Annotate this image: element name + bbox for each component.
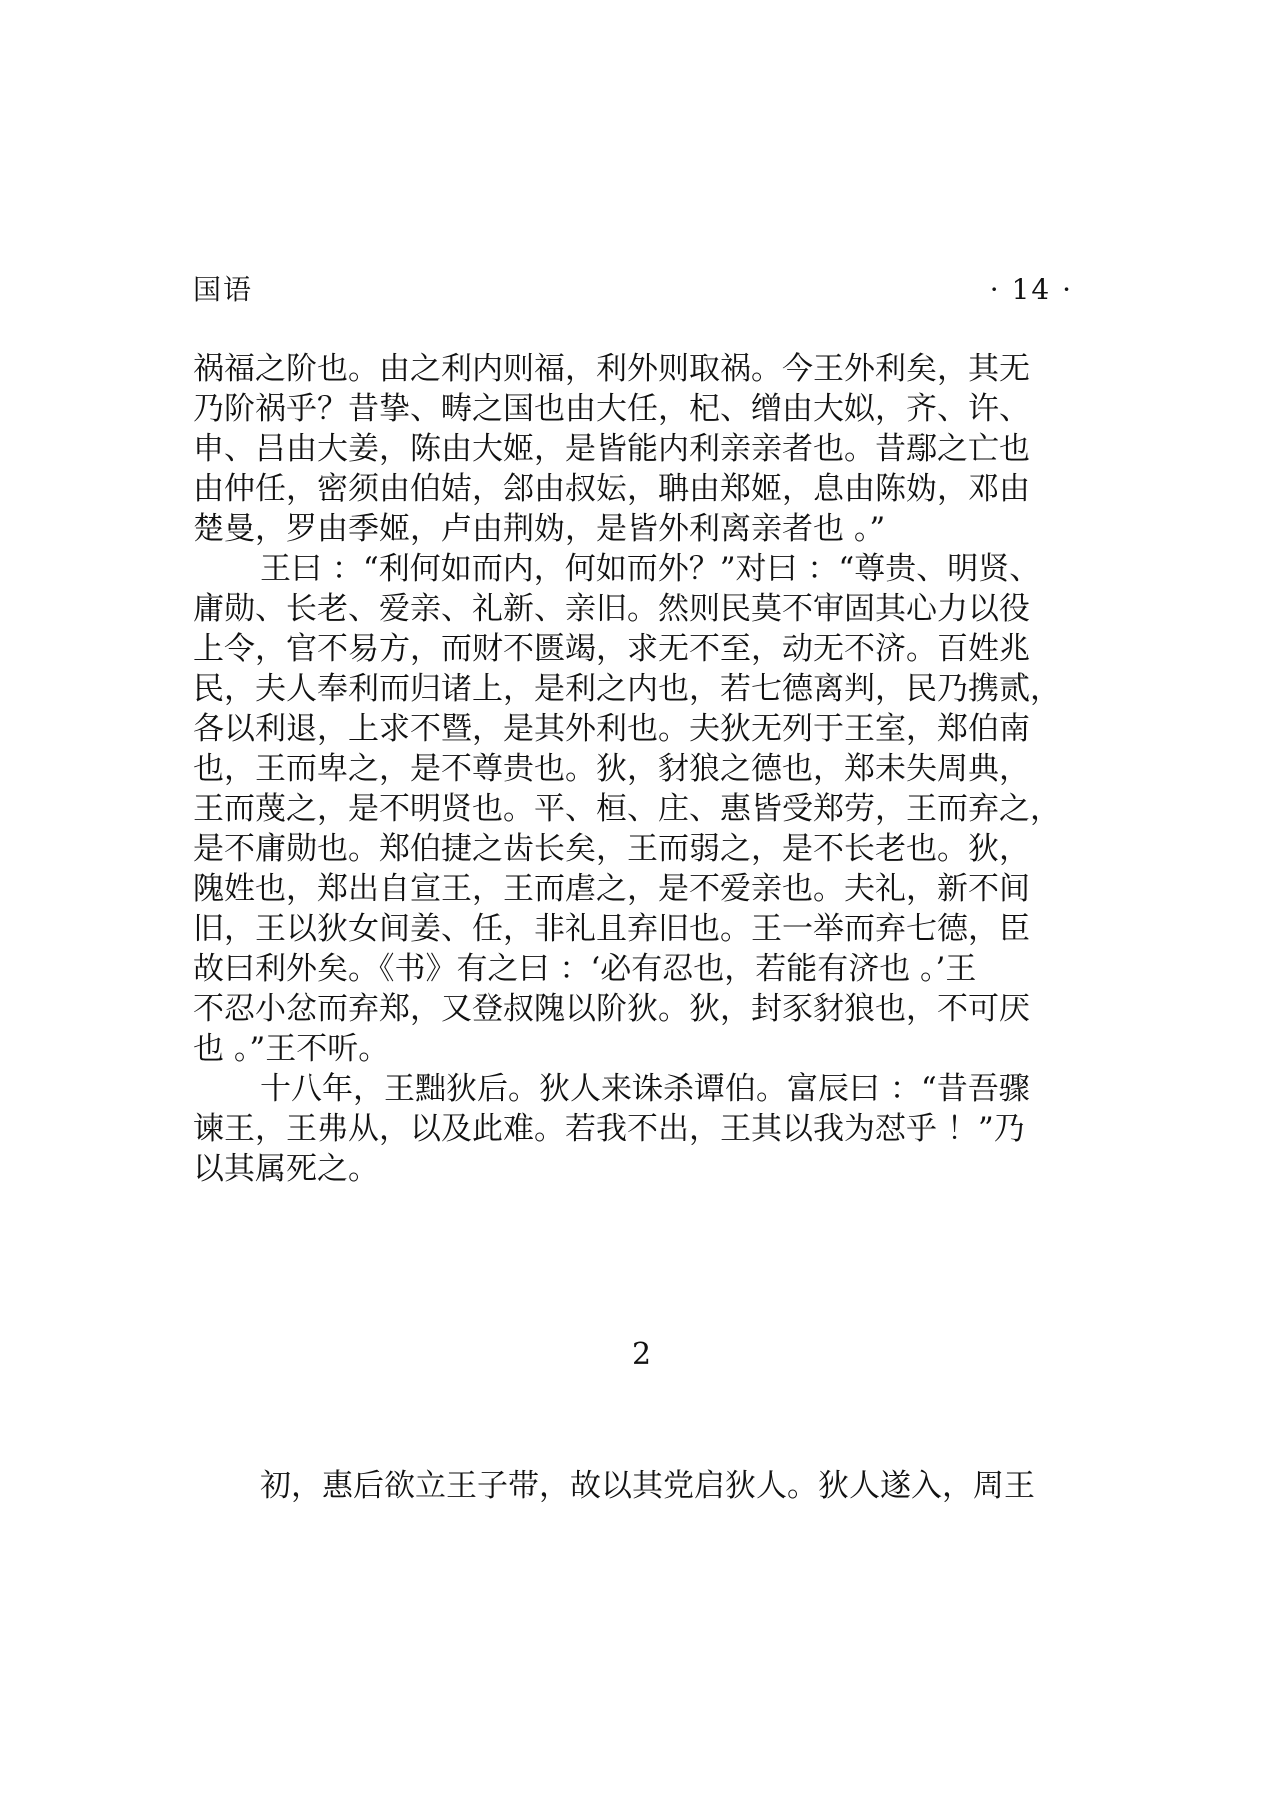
text-line: 也 。”王不听。 <box>193 1031 390 1067</box>
paragraph-start-line: 十八年，王黜狄后。狄人来诛杀谭伯。富辰曰 ：“昔吾骤 <box>260 1071 1030 1107</box>
text-line: 故曰利外矣。《书》有之曰 ：‘必有忍也，若能有济也 。’王 <box>193 951 977 987</box>
text-line: 王而蔑之，是不明贤也。平、桓、庄、惠皆受郑劳，王而弃之， <box>193 791 1061 827</box>
page-header <box>193 265 1073 315</box>
text-line: 各以利退，上求不暨，是其外利也。夫狄无列于王室，郑伯南 <box>193 711 1030 747</box>
text-line: 民，夫人奉利而归诸上，是利之内也，若七德离判，民乃携贰， <box>193 671 1061 707</box>
text-line: 乃阶祸乎？昔挚、畴之国也由大任，杞、缯由大姒，齐、许、 <box>193 391 1030 427</box>
paragraph-start-line: 王曰 ：“利何如而内，何如而外？”对曰 ：“尊贵、明贤、 <box>260 551 1041 587</box>
paragraph-start-line: 初，惠后欲立王子带，故以其党启狄人。狄人遂入，周王 <box>260 1468 1035 1504</box>
body-text <box>193 349 1083 1189</box>
text-line: 不忍小忿而弃郑，又登叔隗以阶狄。狄，封豕豺狼也，不可厌 <box>193 991 1030 1027</box>
text-line: 祸福之阶也。由之利内则福，利外则取祸。今王外利矣，其无 <box>193 351 1030 387</box>
text-line: 楚曼，罗由季姬，卢由荆妫，是皆外利离亲者也 。” <box>193 511 886 547</box>
text-line: 隗姓也，郑出自宣王，王而虐之，是不爱亲也。夫礼，新不间 <box>193 871 1030 907</box>
next-paragraph <box>193 1466 1083 1506</box>
text-line: 由仲任，密须由伯姞，郐由叔妘，聃由郑姬，息由陈妫，邓由 <box>193 471 1030 507</box>
text-line: 旧，王以狄女间姜、任，非礼且弃旧也。王一举而弃七德，臣 <box>193 911 1030 947</box>
section-number: 2 <box>631 1337 652 1372</box>
text-line: 庸勋、长老、爱亲、礼新、亲旧。然则民莫不审固其心力以役 <box>193 591 1030 627</box>
text-line: 谏王，王弗从，以及此难。若我不出，王其以我为怼乎 ！”乃 <box>193 1111 1025 1147</box>
text-line: 申、吕由大姜，陈由大姬，是皆能内利亲亲者也。昔鄢之亡也 <box>193 431 1030 467</box>
text-line: 是不庸勋也。郑伯捷之齿长矣，王而弱之，是不长老也。狄， <box>193 831 1030 867</box>
text-line: 也，王而卑之，是不尊贵也。狄，豺狼之德也，郑未失周典， <box>193 751 1030 787</box>
book-title: 国语 <box>193 273 254 306</box>
page-number: · 14 · <box>989 273 1073 306</box>
text-line: 上令，官不易方，而财不匮竭，求无不至，动无不济。百姓兆 <box>193 631 1030 667</box>
text-line: 以其属死之。 <box>193 1151 379 1187</box>
